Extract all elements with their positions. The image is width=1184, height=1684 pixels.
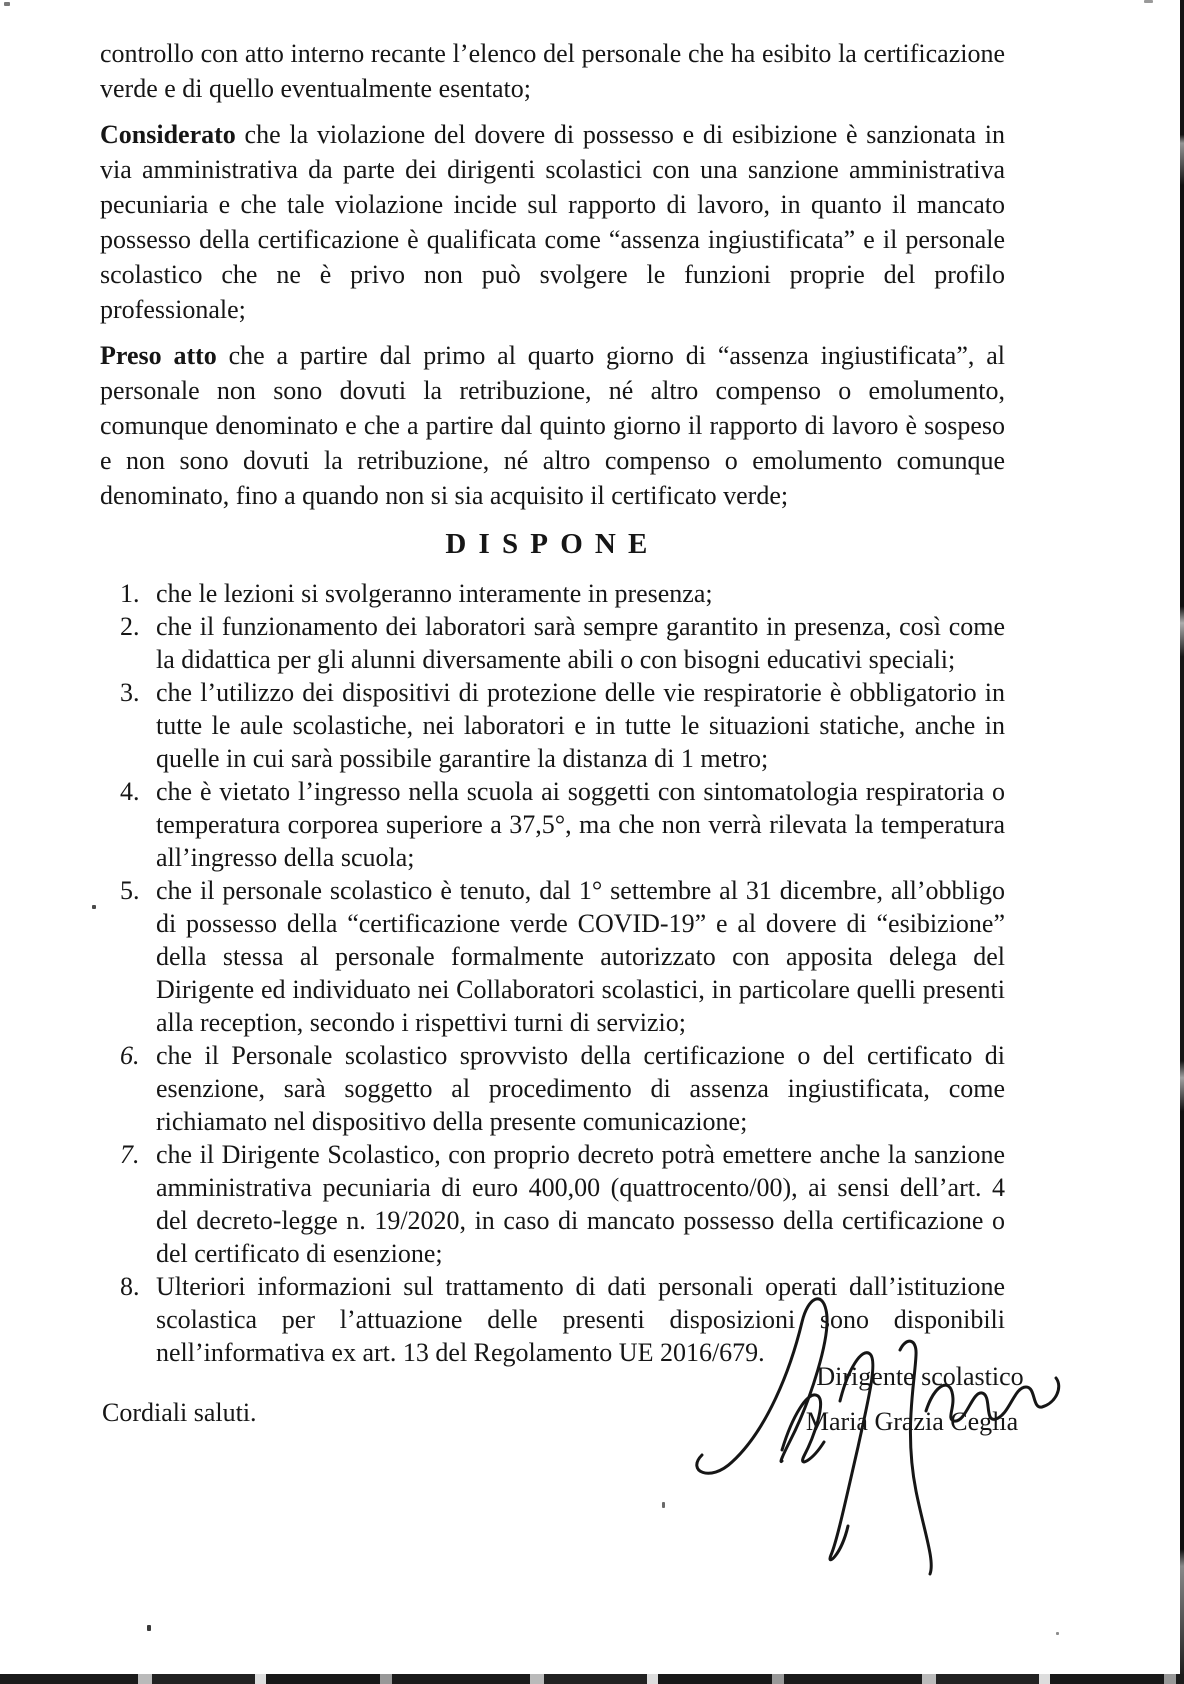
scan-speck xyxy=(4,2,10,6)
list-item-text: che le lezioni si svolgeranno interamente in presenza; xyxy=(156,579,713,608)
scan-speck xyxy=(147,1625,151,1631)
list-item-number: 3. xyxy=(120,678,140,707)
scan-artifact-bottom-band xyxy=(0,1674,1184,1684)
signer-name: Maria Grazia Ceglia xyxy=(805,1407,1019,1436)
paragraph-lead: Considerato xyxy=(100,120,236,149)
paragraph-text: controllo con atto interno recante l’elenco del personale che ha esibito la certificazione verde e di quello eventualmente esentato; xyxy=(100,39,1005,103)
list-item xyxy=(100,1039,1005,1138)
list-item-number: 1. xyxy=(120,579,140,608)
scan-speck xyxy=(1056,1632,1059,1635)
scan-artifact-right-edge xyxy=(1180,0,1184,1684)
list-item xyxy=(100,610,1005,676)
list-item-text: che l’utilizzo dei dispositivi di protezione delle vie respiratorie è obbligatorio in tutte le aule scolastiche, nei laboratori e in tutte le situazioni statiche, anche in quelle in cui sarà possibile garantire la distanza di 1 metro; xyxy=(156,678,1005,773)
list-item xyxy=(100,874,1005,1039)
paragraph-preso-atto xyxy=(100,338,1005,513)
list-item-text: che è vietato l’ingresso nella scuola ai soggetti con sintomatologia respiratoria o temperatura corporea superiore a 37,5°, ma che non verrà rilevata la temperatura all’ingresso della scuola; xyxy=(156,777,1005,872)
list-item xyxy=(100,775,1005,874)
paragraph-text: che a partire dal primo al quarto giorno di “assenza ingiustificata”, al personale non sono dovuti la retribuzione, né altro compenso o emolumento, comunque denominato e che a partire dal quinto giorno il rapporto di lavoro è sospeso e non sono dovuti la retribuzione, né altro compenso o emolumento comunque denominato, fino a quando non si sia acquisito il certificato verde; xyxy=(100,341,1005,510)
handwritten-signature xyxy=(690,1250,1074,1582)
dispone-heading: DISPONE xyxy=(445,528,660,560)
list-item-number: 2. xyxy=(120,612,140,641)
list-item-text: che il personale scolastico è tenuto, dal 1° settembre al 31 dicembre, all’obbligo di possesso della “certificazione verde COVID-19” e al dovere di “esibizione” della stessa al personale formalmente autorizzato con apposita delega del Dirigente ed individuato nei Collaboratori scolastici, in particolare quelli presenti alla reception, secondo i rispettivi turni di servizio; xyxy=(156,876,1005,1037)
paragraph-considerato xyxy=(100,117,1005,327)
list-item-number: 7. xyxy=(120,1140,140,1169)
scan-speck xyxy=(662,1502,665,1508)
paragraph-intro xyxy=(100,36,1005,106)
list-item-number: 6. xyxy=(120,1041,140,1070)
paragraph-lead: Preso atto xyxy=(100,341,217,370)
list-item-text: Ulteriori informazioni sul trattamento di dati personali operati dall’istituzione scolastica per l’attuazione delle presenti disposizioni sono disponibili nell’informativa ex art. 13 del Regolamento UE 2016/679. xyxy=(156,1272,1005,1367)
list-item-text: che il Dirigente Scolastico, con proprio decreto potrà emettere anche la sanzione amministrativa pecuniaria di euro 400,00 (quattrocento/00), ai sensi dell’art. 4 del decreto-legge n. 19/2020, in caso di mancato possesso della certificazione o del certificato di esenzione; xyxy=(156,1140,1005,1268)
list-item-text: che il funzionamento dei laboratori sarà sempre garantito in presenza, così come la didattica per gli alunni diversamente abili o con bisogni educativi speciali; xyxy=(156,612,1005,674)
list-item-text: che il Personale scolastico sprovvisto della certificazione o del certificato di esenzione, sarà soggetto al procedimento di assenza ingiustificata, come richiamato nel dispositivo della presente comunicazione; xyxy=(156,1041,1005,1136)
list-item-number: 5. xyxy=(120,876,140,905)
list-item xyxy=(100,676,1005,775)
paragraph-text: che la violazione del dovere di possesso e di esibizione è sanzionata in via amministrativa da parte dei dirigenti scolastici con una sanzione amministrativa pecuniaria e che tale violazione incide sul rapporto di lavoro, in quanto il mancato possesso della certificazione è qualificata come “assenza ingiustificata” e il personale scolastico che ne è privo non può svolgere le funzioni proprie del profilo professionale; xyxy=(100,120,1005,324)
scan-speck xyxy=(92,905,96,909)
signature-block xyxy=(690,1250,1074,1582)
closing-salutation: Cordiali saluti. xyxy=(102,1398,257,1427)
document-body xyxy=(100,36,1005,1430)
list-item-number: 4. xyxy=(120,777,140,806)
list-item xyxy=(100,577,1005,610)
signer-role: Dirigente scolastico xyxy=(816,1362,1024,1391)
scan-speck xyxy=(1144,0,1153,3)
list-item-number: 8. xyxy=(120,1272,140,1301)
